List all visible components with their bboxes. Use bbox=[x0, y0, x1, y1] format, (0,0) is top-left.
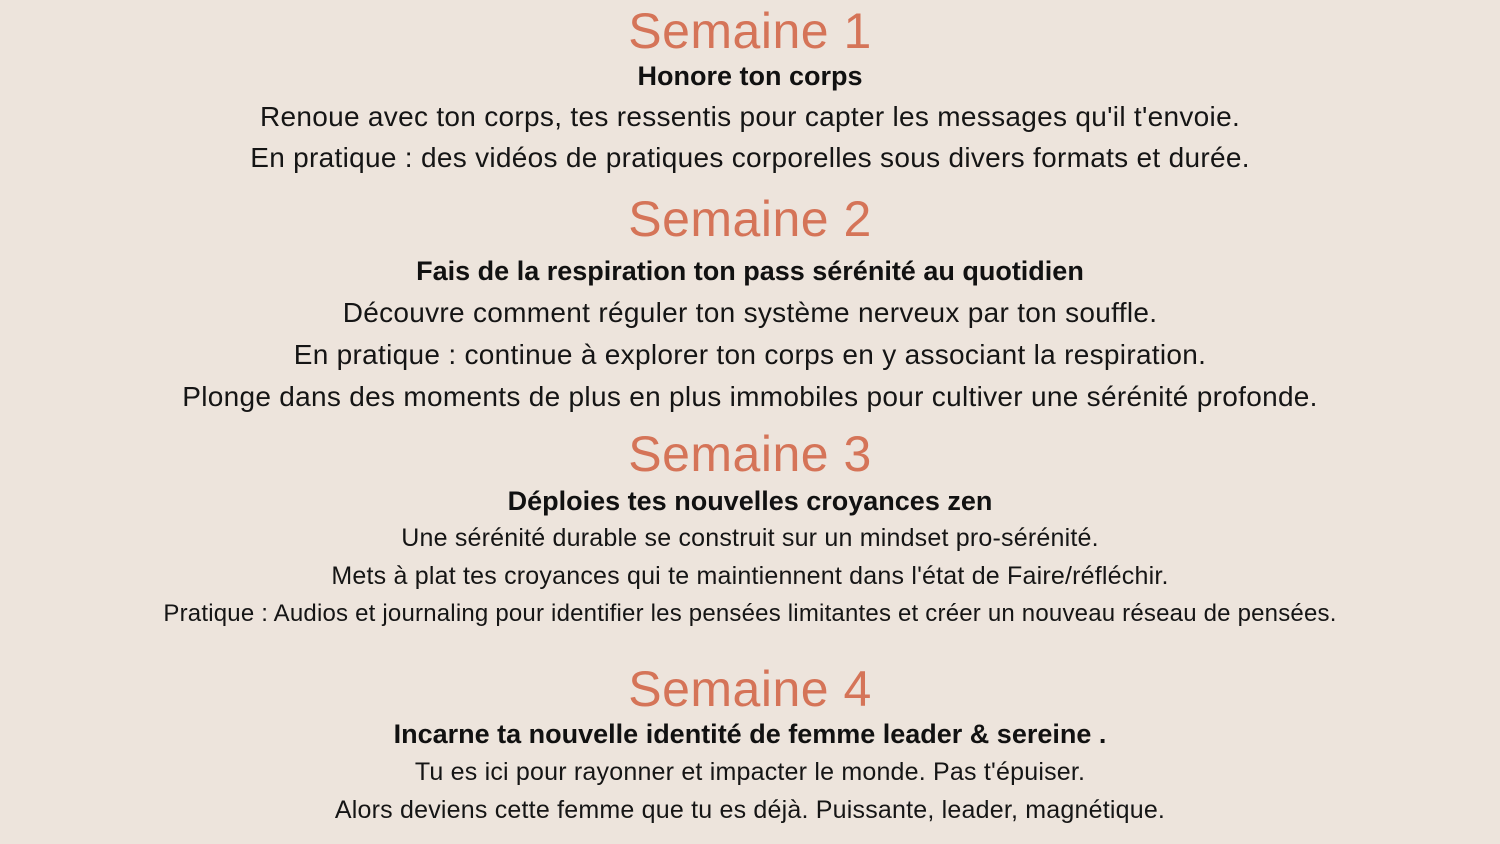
week-3-subtitle: Déploies tes nouvelles croyances zen bbox=[507, 486, 993, 516]
week-4-line-1: Tu es ici pour rayonner et impacter le monde. Pas t'épuiser. bbox=[414, 758, 1086, 786]
week-1-subtitle: Honore ton corps bbox=[637, 61, 863, 91]
week-4-subtitle: Incarne ta nouvelle identité de femme leader & sereine . bbox=[393, 719, 1107, 749]
week-3-line-1: Une sérénité durable se construit sur un mindset pro-sérénité. bbox=[401, 524, 1099, 552]
week-3-title: Semaine 3 bbox=[628, 426, 872, 482]
week-2-line-1: Découvre comment réguler ton système nerveux par ton souffle. bbox=[342, 297, 1158, 328]
week-3-line-3: Pratique : Audios et journaling pour identifier les pensées limitantes et créer un nouveau réseau de pensées. bbox=[163, 600, 1337, 627]
week-2-title: Semaine 2 bbox=[628, 191, 872, 247]
week-4-line-2: Alors deviens cette femme que tu es déjà. Puissante, leader, magnétique. bbox=[334, 796, 1166, 824]
week-4-title: Semaine 4 bbox=[628, 661, 872, 717]
week-2-line-3: Plonge dans des moments de plus en plus immobiles pour cultiver une sérénité profonde. bbox=[182, 381, 1318, 412]
week-1-line-1: Renoue avec ton corps, tes ressentis pour capter les messages qu'il t'envoie. bbox=[259, 101, 1241, 132]
week-2-line-2: En pratique : continue à explorer ton corps en y associant la respiration. bbox=[293, 339, 1207, 370]
week-2-subtitle: Fais de la respiration ton pass sérénité au quotidien bbox=[416, 256, 1084, 286]
week-1-line-2: En pratique : des vidéos de pratiques corporelles sous divers formats et durée. bbox=[250, 142, 1250, 173]
week-3-line-2: Mets à plat tes croyances qui te maintiennent dans l'état de Faire/réfléchir. bbox=[331, 562, 1169, 590]
week-1-title: Semaine 1 bbox=[628, 3, 872, 59]
